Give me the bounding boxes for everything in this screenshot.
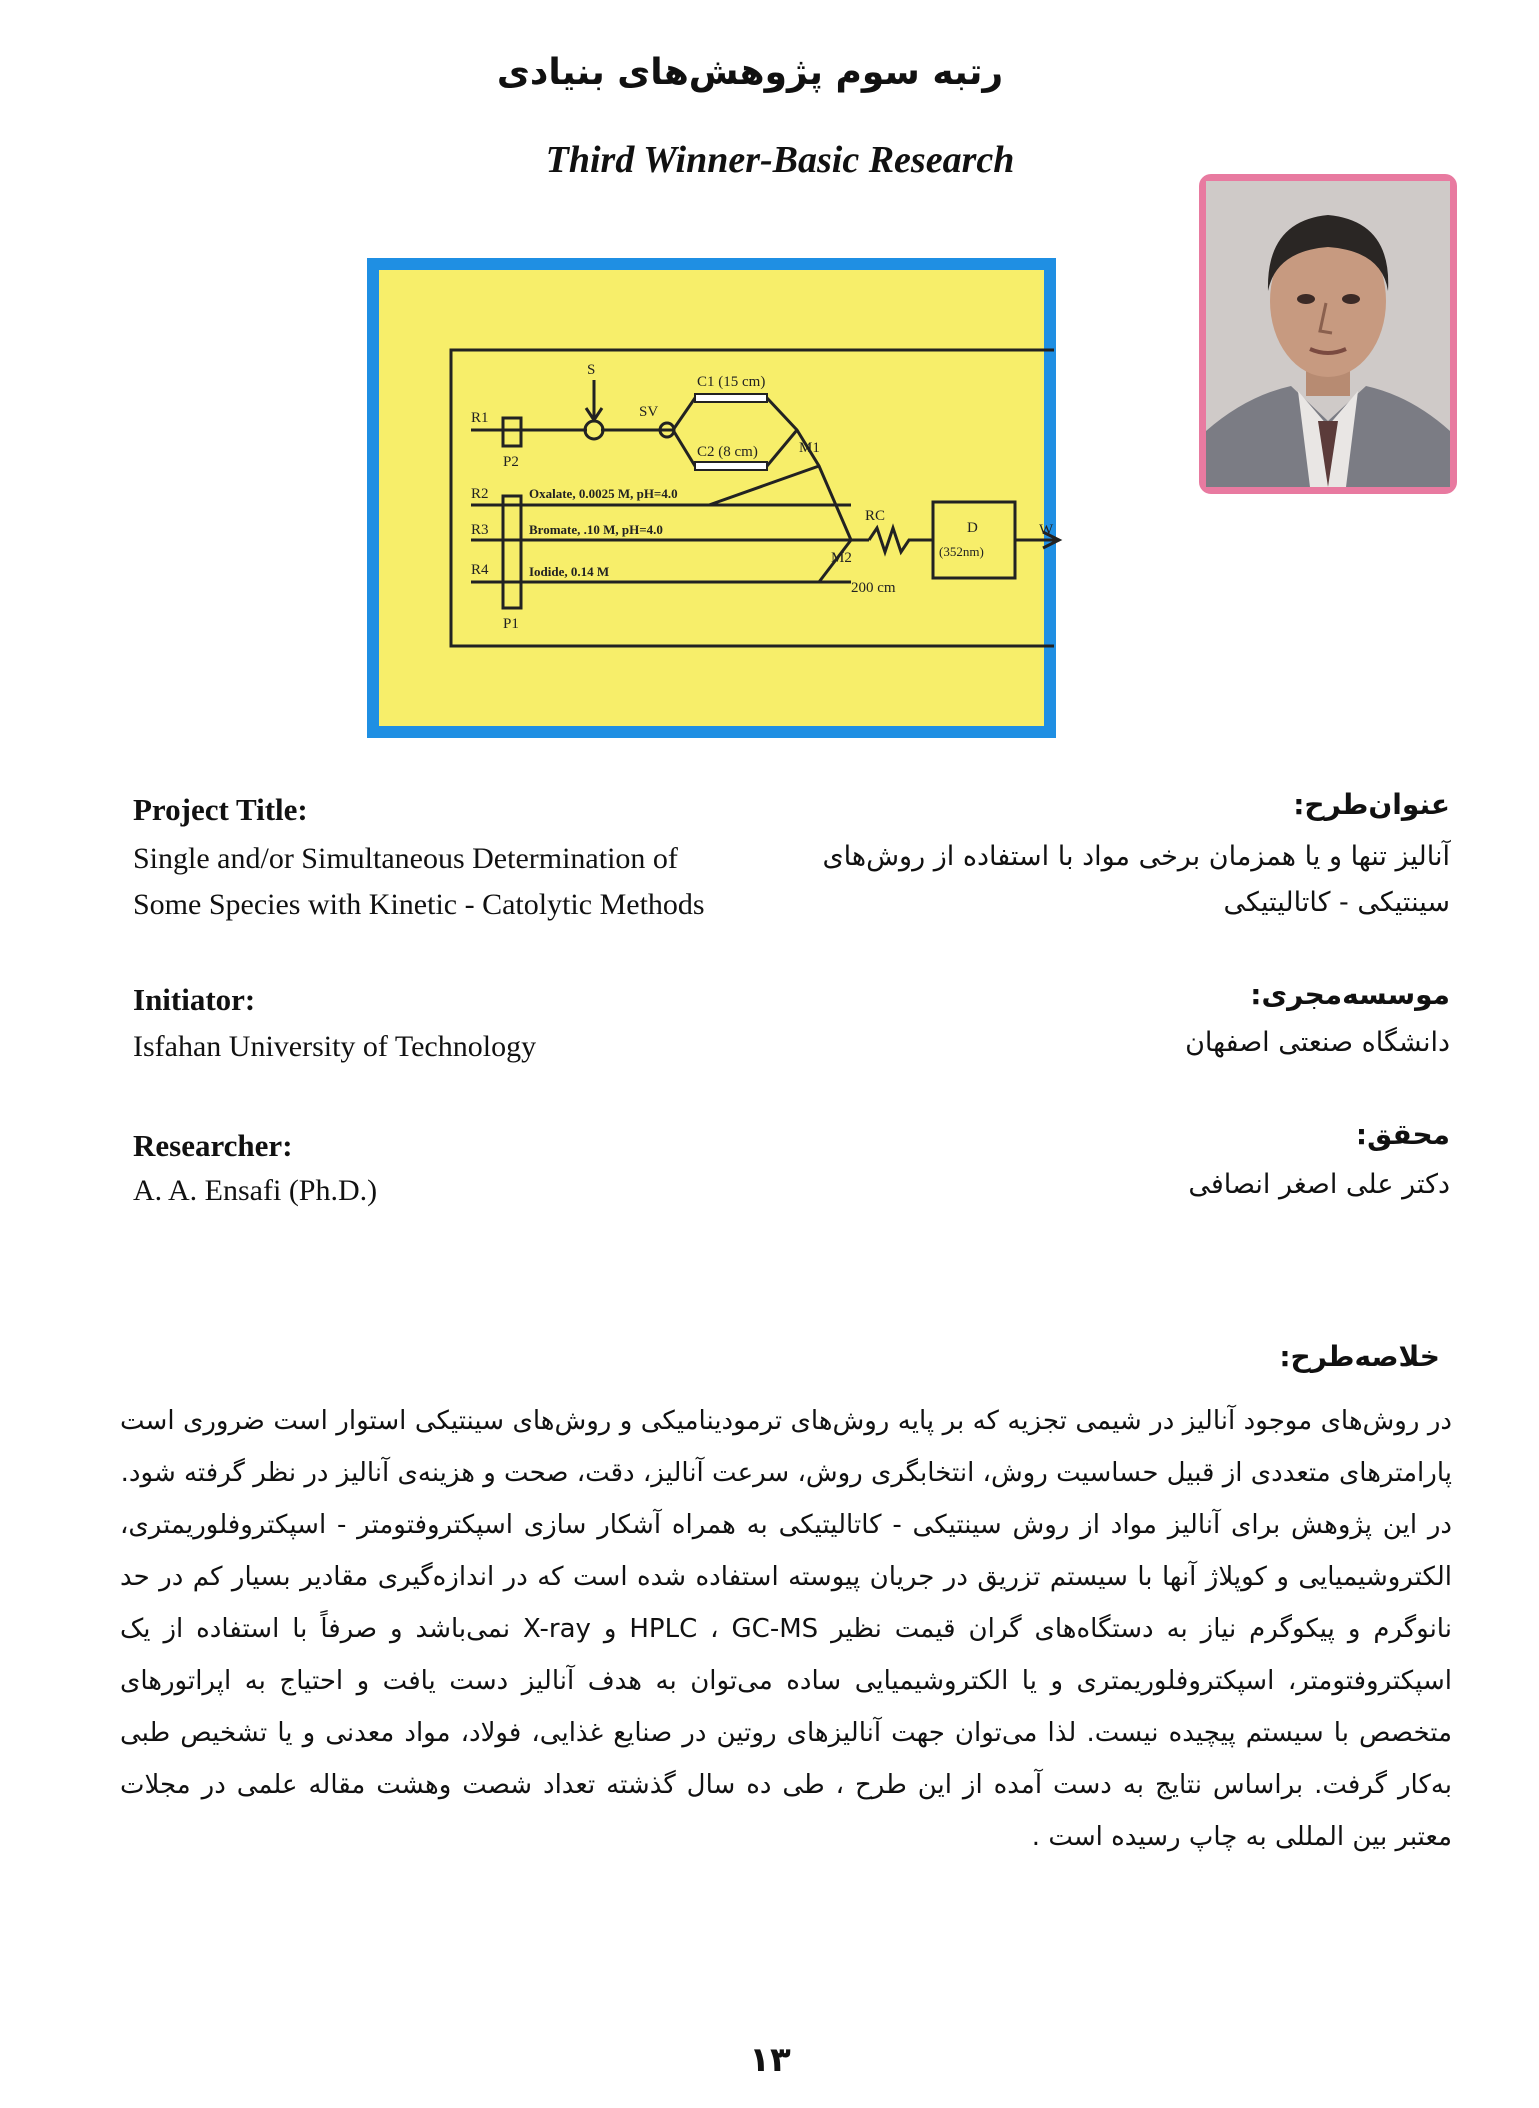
project-title-label-en: Project Title: (133, 792, 308, 827)
label-r1: R1 (471, 410, 489, 426)
label-p1: P1 (503, 616, 519, 632)
researcher-label-fa: محقق: (1355, 1118, 1450, 1151)
page-title-english: Third Winner-Basic Research (545, 139, 1015, 181)
label-p2: P2 (503, 454, 519, 470)
abstract-body (120, 1395, 1452, 1863)
label-wavelength: (352nm) (939, 544, 984, 559)
researcher-label-en: Researcher: (133, 1128, 293, 1163)
flow-injection-schematic (379, 270, 1054, 726)
label-c1: C1 (15 cm) (697, 374, 766, 390)
project-title-en-line1: Single and/or Simultaneous Determination of (133, 842, 678, 875)
page-number: ۱۳ (749, 2040, 791, 2080)
project-title-fa-line1: آنالیز تنها و یا همزمان برخی مواد با استفاده از روش‌های (822, 841, 1450, 872)
label-sv: SV (639, 404, 659, 420)
label-rc: RC (865, 508, 886, 524)
label-s: S (587, 362, 596, 378)
label-iodide: Iodide, 0.14 M (529, 564, 610, 579)
label-detector: D (967, 520, 978, 536)
label-r4: R4 (471, 562, 489, 578)
label-m1: M1 (799, 440, 820, 456)
initiator-label-fa: موسسه‌مجری: (1250, 978, 1450, 1011)
researcher-value-fa: دکتر علی اصغر انصافی (1188, 1169, 1450, 1200)
label-r2: R2 (471, 486, 489, 502)
project-title-fa (800, 834, 1450, 926)
label-m2: M2 (831, 550, 852, 566)
label-waste: W (1039, 522, 1054, 538)
label-rc-length: 200 cm (851, 580, 896, 596)
label-bromate: Bromate, .10 M, pH=4.0 (529, 522, 663, 537)
abstract-paragraph-2: در این پژوهش برای آنالیز مواد از روش سینتیکی - کاتالیتیکی به همراه آشکار سازی اسپکتروفتومتر - اسپکتروفلوریمتری، الکتروشیمیایی و کوپلاژ آنها با سیستم تزریق در جریان پیوسته استفاده شده است که در اندازه‌گیری مقادیر بسیار کم در حد نانوگرم و پیکوگرم نیاز به دستگاه‌های گران قیمت نظیر HPLC ، GC-MS و X-ray نمی‌باشد و صرفاً با استفاده از یک اسپکتروفتومتر، اسپکتروفلوریمتری و یا الکتروشیمیایی ساده می‌توان به هدف آنالیز دست یافت و احتیاج به اپراتورهای متخصص با سیستم پیچیده نیست. لذا می‌توان جهت آنالیزهای روتین در صنایع غذایی، فولاد، مواد معدنی و یا تشخیص طبی به‌کار گرفت. براساس نتایج به دست آمده از این طرح ، طی ده سال گذشته تعداد شصت وهشت مقاله علمی در مجلات معتبر بین المللی به چاپ رسیده است . (120, 1510, 1452, 1852)
label-r3: R3 (471, 522, 489, 538)
page-title-persian: رتبه سوم پژوهش‌های بنیادی (496, 52, 1004, 93)
label-c2: C2 (8 cm) (697, 444, 758, 460)
project-title-fa-line2: سینتیکی - کاتالیتیکی (1223, 887, 1450, 918)
researcher-photo (1199, 174, 1457, 494)
abstract-label: خلاصه‌طرح: (1279, 1340, 1440, 1373)
flow-injection-diagram (367, 258, 1056, 738)
initiator-value-en: Isfahan University of Technology (133, 1030, 537, 1063)
portrait-image (1206, 181, 1450, 487)
abstract-paragraph-1: در روش‌های موجود آنالیز در شیمی تجزیه که بر پایه روش‌های ترمودینامیکی و روش‌های سینتیکی استوار است ضروری است پارامترهای متعددی از قبیل حساسیت روش، انتخابگری روش، سرعت آنالیز، دقت، صحت و هزینه‌ی آنالیز در نظر گرفته شود. (120, 1406, 1452, 1488)
researcher-value-en: A. A. Ensafi (Ph.D.) (133, 1174, 378, 1207)
label-oxalate: Oxalate, 0.0025 M, pH=4.0 (529, 486, 678, 501)
project-title-en-line2: Some Species with Kinetic - Catolytic Methods (133, 888, 705, 921)
project-title-en (133, 836, 813, 928)
initiator-value-fa: دانشگاه صنعتی اصفهان (1185, 1027, 1450, 1058)
project-title-label-fa: عنوان‌طرح: (1293, 788, 1450, 821)
initiator-label-en: Initiator: (133, 982, 256, 1017)
